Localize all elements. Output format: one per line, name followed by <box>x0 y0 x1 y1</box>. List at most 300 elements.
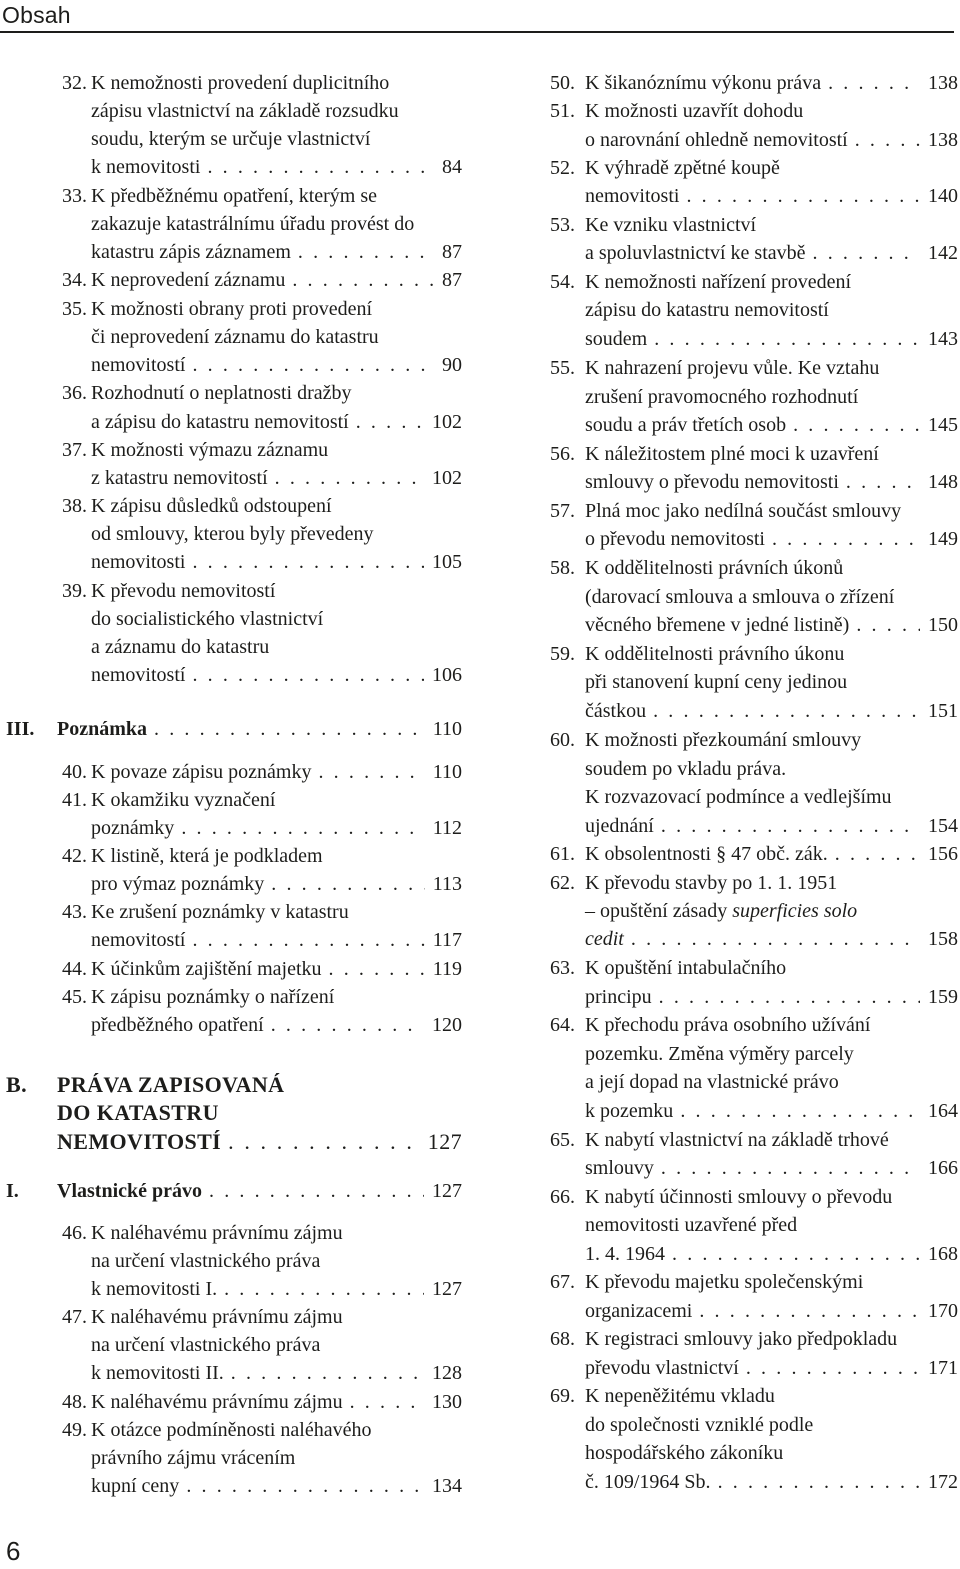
toc-entry-title: K předběžnému opatření, kterým se <box>91 185 378 207</box>
toc-entry-line <box>548 497 958 525</box>
toc-entry-title: K možnosti uzavřít dohodu <box>585 100 804 122</box>
dot-leader <box>209 1177 424 1205</box>
toc-entry-line <box>548 983 958 1011</box>
dot-leader <box>659 983 920 1011</box>
toc-entry-title: K účinkům zajištění majetku <box>91 958 322 980</box>
toc-entry-line <box>548 1325 958 1353</box>
toc-entry-title: K převodu stavby po 1. 1. 1951 <box>585 872 838 894</box>
toc-entry-line <box>0 492 462 520</box>
toc-entry-title: K neprovedení záznamu <box>91 269 286 291</box>
toc-entry-number: 57. <box>550 500 575 522</box>
toc-entry-text <box>585 1097 958 1125</box>
toc-entry-text <box>91 633 269 661</box>
dot-leader <box>192 926 424 954</box>
toc-entry-title: 1. 4. 1964 <box>585 1243 665 1265</box>
toc-entry-number: 51. <box>550 100 575 122</box>
dot-leader <box>672 1240 920 1268</box>
toc-entry-number: 54. <box>550 271 575 293</box>
toc-page-number: 138 <box>928 129 958 151</box>
toc-entry-text <box>585 239 958 267</box>
toc-entry-line <box>0 926 462 954</box>
toc-entry-line <box>548 1240 958 1268</box>
toc-entry-title: nemovitosti <box>91 551 186 573</box>
toc-entry-line <box>548 869 958 897</box>
toc-entry-number: 42. <box>62 845 87 867</box>
toc-entry-title: na určení vlastnického práva <box>91 1250 321 1272</box>
toc-section-line <box>0 1099 462 1127</box>
toc-entry-text <box>585 954 786 982</box>
toc-page-number: 105 <box>432 551 462 573</box>
dot-leader <box>654 325 920 353</box>
toc-entry-line <box>548 897 958 925</box>
toc-entry-number: III. <box>6 718 35 740</box>
toc-entry-title: nemovitostí <box>91 929 186 951</box>
toc-entry-text <box>91 926 462 954</box>
toc-entry-title: od smlouvy, kterou byly převedeny <box>91 523 374 545</box>
toc-entry-title: a spoluvlastnictví ke stavbě <box>585 242 806 264</box>
dot-leader <box>292 266 434 294</box>
toc-entry-line <box>548 354 958 382</box>
toc-entry-number: 60. <box>550 729 575 751</box>
dot-leader <box>828 69 920 97</box>
toc-entry-number: 63. <box>550 957 575 979</box>
toc-entry-text <box>91 182 377 210</box>
toc-page-number: 127 <box>432 1180 462 1202</box>
toc-entry-line <box>0 898 462 926</box>
toc-entry-text <box>585 668 847 696</box>
toc-entry-number: 35. <box>62 298 87 320</box>
toc-entry-text <box>585 1040 854 1068</box>
toc-entry-line <box>0 1331 462 1359</box>
dot-leader <box>356 408 424 436</box>
toc-entry-title: při stanovení kupní ceny jedinou <box>585 671 848 693</box>
toc-entry-text <box>91 295 372 323</box>
toc-entry-line <box>0 955 462 983</box>
toc-entry-text <box>91 661 462 689</box>
toc-entry-line <box>548 69 958 97</box>
toc-entry-line <box>0 238 462 266</box>
toc-entry-number: 56. <box>550 443 575 465</box>
toc-entry-title: Poznámka <box>57 718 147 740</box>
toc-entry-line <box>548 840 958 868</box>
toc-entry-title: K výhradě zpětné koupě <box>585 157 780 179</box>
toc-entry-number: 53. <box>550 214 575 236</box>
toc-entry-title: do socialistického vlastnictví <box>91 608 324 630</box>
toc-entry-text <box>585 69 958 97</box>
toc-entry-line <box>548 1268 958 1296</box>
toc-entry-title: ujednání <box>585 815 654 837</box>
toc-page-number: 117 <box>432 929 462 951</box>
toc-page-number: 145 <box>928 414 958 436</box>
toc-entry-title: K nemožnosti provedení duplicitního <box>91 72 390 94</box>
toc-entry-title: DO KATASTRU <box>57 1100 219 1125</box>
toc-entry-text <box>585 897 857 925</box>
toc-entry-title: nemovitostí <box>91 354 186 376</box>
toc-entry-line <box>0 323 462 351</box>
toc-entry-text <box>585 726 861 754</box>
dot-leader <box>298 238 434 266</box>
toc-entry-title: katastru zápis záznamem <box>91 241 291 263</box>
toc-entry-line <box>548 268 958 296</box>
toc-entry-line <box>548 783 958 811</box>
toc-entry-number: 36. <box>62 382 87 404</box>
toc-entry-title: K naléhavému právnímu zájmu <box>91 1391 343 1413</box>
toc-section-line <box>0 1177 462 1205</box>
toc-entry-title: zápisu vlastnictví na základě rozsudku <box>91 100 399 122</box>
toc-entry-line <box>548 726 958 754</box>
toc-entry-line <box>548 611 958 639</box>
dot-leader <box>856 611 920 639</box>
toc-page-number: 106 <box>432 664 462 686</box>
toc-page-number: 143 <box>928 328 958 350</box>
toc-entry-text <box>91 1219 343 1247</box>
toc-entry-title: právního zájmu vrácením <box>91 1447 296 1469</box>
toc-entry-number: 38. <box>62 495 87 517</box>
dot-leader <box>680 1097 920 1125</box>
toc-entry-line <box>548 583 958 611</box>
toc-entry-number: 37. <box>62 439 87 461</box>
toc-page-number: 171 <box>928 1357 958 1379</box>
toc-entry-text <box>91 870 462 898</box>
toc-entry-text <box>91 464 462 492</box>
dot-leader <box>228 1128 420 1156</box>
toc-entry-title: částkou <box>585 700 647 722</box>
toc-entry-title: K opuštění intabulačního <box>585 957 787 979</box>
toc-entry-line <box>0 408 462 436</box>
toc-entry-line <box>548 812 958 840</box>
toc-entry-text <box>91 898 349 926</box>
toc-entry-text <box>91 351 462 379</box>
toc-entry-number: 65. <box>550 1129 575 1151</box>
toc-entry-line <box>0 842 462 870</box>
toc-entry-line <box>548 1439 958 1467</box>
toc-entry-title: K nabytí vlastnictví na základě trhové <box>585 1129 889 1151</box>
toc-entry-line <box>0 1388 462 1416</box>
toc-entry-title: K listině, která je podkladem <box>91 845 323 867</box>
toc-entry-text <box>57 1128 462 1156</box>
toc-entry-text <box>585 583 894 611</box>
toc-page-number: 102 <box>432 411 462 433</box>
toc-entry-line <box>0 1275 462 1303</box>
toc-entry-text <box>585 268 851 296</box>
toc-entry-text <box>91 1416 371 1444</box>
toc-page-number: 172 <box>928 1471 958 1493</box>
toc-entry-number: 52. <box>550 157 575 179</box>
toc-entry-line <box>0 153 462 181</box>
toc-entry-line <box>548 440 958 468</box>
toc-entry-line <box>548 1154 958 1182</box>
toc-entry-line <box>548 554 958 582</box>
toc-entry-line <box>548 525 958 553</box>
toc-entry-line <box>548 954 958 982</box>
toc-entry-number: 34. <box>62 269 87 291</box>
toc-entry-number: 46. <box>62 1222 87 1244</box>
toc-entry-title: Rozhodnutí o neplatnosti dražby <box>91 382 352 404</box>
toc-page-number: 168 <box>928 1243 958 1265</box>
toc-entry-text <box>91 955 462 983</box>
toc-entry-title: K naléhavému právnímu zájmu <box>91 1222 343 1244</box>
toc-entry-line <box>0 786 462 814</box>
toc-entry-text <box>585 383 858 411</box>
toc-entry-text <box>585 840 958 868</box>
toc-entry-line <box>548 1040 958 1068</box>
toc-entry-text <box>585 697 958 725</box>
toc-entry-text <box>585 468 958 496</box>
toc-page-number: 110 <box>432 718 462 740</box>
toc-entry-text <box>585 1068 839 1096</box>
toc-entry-title: K převodu nemovitostí <box>91 580 276 602</box>
toc-entry-title: či neprovedení záznamu do katastru <box>91 326 379 348</box>
toc-entry-line <box>548 296 958 324</box>
toc-entry-line <box>548 211 958 239</box>
toc-entry-line <box>548 1183 958 1211</box>
toc-entry-line <box>0 295 462 323</box>
dot-leader <box>855 126 920 154</box>
dot-leader <box>207 153 434 181</box>
toc-entry-text <box>585 1240 958 1268</box>
toc-entry-title: k nemovitosti I. <box>91 1278 218 1300</box>
toc-entry-text <box>91 548 462 576</box>
toc-entry-title: K zápisu důsledků odstoupení <box>91 495 332 517</box>
toc-entry-title: Vlastnické právo <box>57 1180 202 1202</box>
toc-section-line <box>0 1128 462 1156</box>
toc-page-number: 128 <box>432 1362 462 1384</box>
toc-entry-line <box>548 1297 958 1325</box>
toc-entry-title: předběžného opatření <box>91 1014 264 1036</box>
toc-entry-text <box>585 1126 889 1154</box>
toc-entry-number: 50. <box>550 72 575 94</box>
toc-entry-title: o převodu nemovitosti <box>585 528 765 550</box>
toc-page-number: 113 <box>432 873 462 895</box>
toc-entry-text <box>57 1177 462 1205</box>
dot-leader <box>350 1388 424 1416</box>
toc-entry-text <box>585 211 756 239</box>
toc-entry-line <box>0 436 462 464</box>
toc-entry-text <box>91 1388 462 1416</box>
toc-entry-title: K rozvazovací podmínce a vedlejšímu <box>585 786 892 808</box>
toc-entry-line <box>548 640 958 668</box>
toc-entry-line <box>548 1354 958 1382</box>
toc-entry-line <box>548 1411 958 1439</box>
toc-entry-number: 59. <box>550 643 575 665</box>
toc-entry-text <box>91 1331 320 1359</box>
toc-entry-line <box>0 1359 462 1387</box>
toc-entry-title: smlouvy <box>585 1157 654 1179</box>
toc-entry-text <box>91 408 462 436</box>
toc-entry-text <box>585 1468 958 1496</box>
toc-entry-text <box>585 154 780 182</box>
toc-entry-line <box>548 468 958 496</box>
toc-entry-text <box>91 69 389 97</box>
toc-entry-line <box>548 97 958 125</box>
toc-entry-number: 62. <box>550 872 575 894</box>
toc-entry-title: č. 109/1964 Sb. <box>585 1471 711 1493</box>
toc-entry-text <box>585 1354 958 1382</box>
toc-entry-line <box>548 325 958 353</box>
dot-leader <box>846 468 920 496</box>
toc-entry-text <box>585 1211 797 1239</box>
toc-entry-title: do společnosti vzniklé podle <box>585 1414 814 1436</box>
toc-page-number: 87 <box>442 269 462 291</box>
toc-entry-text <box>585 983 958 1011</box>
toc-entry-title: (darovací smlouva a smlouva o zřízení <box>585 586 895 608</box>
toc-entry-number: 67. <box>550 1271 575 1293</box>
toc-entry-title: zápisu do katastru nemovitostí <box>585 299 829 321</box>
toc-entry-number: 69. <box>550 1385 575 1407</box>
toc-entry-line <box>0 814 462 842</box>
toc-entry-title: organizacemi <box>585 1300 693 1322</box>
toc-entry-text <box>91 1359 462 1387</box>
toc-entry-number: 45. <box>62 986 87 1008</box>
dot-leader <box>192 548 424 576</box>
dot-leader <box>271 870 424 898</box>
toc-entry-title: K náležitostem plné moci k uzavření <box>585 443 879 465</box>
toc-entry-line <box>0 182 462 210</box>
toc-page-number: 112 <box>432 817 462 839</box>
toc-entry-line <box>0 1219 462 1247</box>
toc-entry-text <box>91 814 462 842</box>
toc-page-number: 142 <box>928 242 958 264</box>
toc-entry-line <box>0 983 462 1011</box>
toc-entry-line <box>0 661 462 689</box>
toc-entry-text <box>585 1325 897 1353</box>
toc-entry-title: K registraci smlouvy jako předpokladu <box>585 1328 898 1350</box>
toc-entry-text <box>57 1071 284 1099</box>
toc-entry-text <box>91 842 323 870</box>
toc-entry-text <box>585 554 843 582</box>
toc-entry-text <box>585 497 901 525</box>
toc-entry-title: věcného břemene v jedné listině) <box>585 614 850 636</box>
toc-entry-title: a její dopad na vlastnické právo <box>585 1071 839 1093</box>
toc-entry-title: K oddělitelnosti právních úkonů <box>585 557 844 579</box>
toc-entry-number: 64. <box>550 1014 575 1036</box>
toc-entry-text <box>585 925 958 953</box>
toc-entry-title: – opuštění zásady <box>585 900 728 922</box>
toc-entry-text <box>585 640 844 668</box>
toc-page-number: 148 <box>928 471 958 493</box>
toc-entry-number: 49. <box>62 1419 87 1441</box>
toc-entry-number: 33. <box>62 185 87 207</box>
dot-leader <box>746 1354 920 1382</box>
toc-page-number: 158 <box>928 928 958 950</box>
toc-entry-italic-term: superficies solo <box>732 900 858 922</box>
toc-entry-line <box>548 411 958 439</box>
toc-entry-title: Plná moc jako nedílná součást smlouvy <box>585 500 902 522</box>
toc-entry-text <box>585 354 879 382</box>
toc-entry-text <box>57 715 462 743</box>
toc-entry-number: 47. <box>62 1306 87 1328</box>
toc-entry-number: 32. <box>62 72 87 94</box>
toc-entry-text <box>585 440 879 468</box>
dot-leader <box>192 661 424 689</box>
toc-entry-title: o narovnání ohledně nemovitostí <box>585 129 848 151</box>
toc-page-number: 120 <box>432 1014 462 1036</box>
toc-entry-text <box>91 520 374 548</box>
toc-entry-line <box>548 697 958 725</box>
dot-leader <box>231 1359 424 1387</box>
dot-leader <box>154 715 425 743</box>
toc-entry-title: K povaze zápisu poznámky <box>91 761 312 783</box>
toc-entry-title: převodu vlastnictví <box>585 1357 739 1379</box>
toc-entry-title: PRÁVA ZAPISOVANÁ <box>57 1072 285 1097</box>
toc-entry-line <box>548 668 958 696</box>
toc-page-number: 149 <box>928 528 958 550</box>
toc-entry-italic-term: cedit <box>585 928 624 950</box>
toc-entry-title: K nahrazení projevu vůle. Ke vztahu <box>585 357 880 379</box>
toc-entry-line <box>0 1247 462 1275</box>
toc-entry-title: soudu a práv třetích osob <box>585 414 787 436</box>
toc-entry-text <box>91 1247 320 1275</box>
dot-leader <box>718 1468 920 1496</box>
toc-entry-title: nemovitostí <box>91 664 186 686</box>
toc-entry-title: K nepeněžitému vkladu <box>585 1385 775 1407</box>
page-number: 6 <box>6 1536 21 1566</box>
toc-entry-title: zrušení pravomocného rozhodnutí <box>585 386 859 408</box>
toc-entry-text <box>585 1268 863 1296</box>
toc-entry-text <box>91 983 334 1011</box>
toc-entry-number: 58. <box>550 557 575 579</box>
toc-section-line <box>0 715 462 743</box>
toc-entry-title: K naléhavému právnímu zájmu <box>91 1306 343 1328</box>
toc-entry-title: K okamžiku vyznačení <box>91 789 276 811</box>
toc-entry-line <box>548 383 958 411</box>
toc-page-number: 87 <box>442 241 462 263</box>
toc-page-number: 166 <box>928 1157 958 1179</box>
toc-entry-line <box>0 605 462 633</box>
toc-entry-line <box>0 351 462 379</box>
toc-entry-title: soudem po vkladu práva. <box>585 758 787 780</box>
toc-page-number: 127 <box>432 1278 462 1300</box>
toc-entry-title: K nemožnosti nařízení provedení <box>585 271 852 293</box>
toc-page-number: 90 <box>442 354 462 376</box>
toc-entry-line <box>548 1011 958 1039</box>
toc-entry-number: 55. <box>550 357 575 379</box>
toc-entry-text <box>91 1303 343 1331</box>
toc-entry-title: principu <box>585 986 652 1008</box>
toc-entry-line <box>548 1382 958 1410</box>
toc-entry-number: B. <box>6 1072 27 1097</box>
toc-page-number: 138 <box>928 72 958 94</box>
toc-entry-text <box>91 379 352 407</box>
dot-leader <box>186 1472 424 1500</box>
toc-entry-number: 43. <box>62 901 87 923</box>
toc-entry-title: Ke zrušení poznámky v katastru <box>91 901 349 923</box>
toc-entry-line <box>0 1444 462 1472</box>
toc-entry-line <box>548 1068 958 1096</box>
toc-page-number: 151 <box>928 700 958 722</box>
toc-entry-number: 66. <box>550 1186 575 1208</box>
toc-entry-text <box>91 1444 295 1472</box>
toc-page-number: 159 <box>928 986 958 1008</box>
toc-entry-line <box>0 125 462 153</box>
toc-entry-title: NEMOVITOSTÍ <box>57 1129 222 1154</box>
toc-entry-line <box>0 633 462 661</box>
toc-entry-number: 68. <box>550 1328 575 1350</box>
toc-page-number: 154 <box>928 815 958 837</box>
toc-page-number: 156 <box>928 843 958 865</box>
toc-entry-text <box>585 325 958 353</box>
toc-entry-title: K obsolentnosti § 47 obč. zák. <box>585 843 828 865</box>
toc-page-number: 127 <box>427 1129 462 1154</box>
dot-leader <box>835 840 920 868</box>
dot-leader <box>661 1154 920 1182</box>
dot-leader <box>329 955 425 983</box>
toc-entry-text <box>91 210 414 238</box>
toc-entry-text <box>585 1382 775 1410</box>
toc-entry-title: poznámky <box>91 817 175 839</box>
toc-entry-title: smlouvy o převodu nemovitosti <box>585 471 839 493</box>
toc-entry-line <box>0 520 462 548</box>
